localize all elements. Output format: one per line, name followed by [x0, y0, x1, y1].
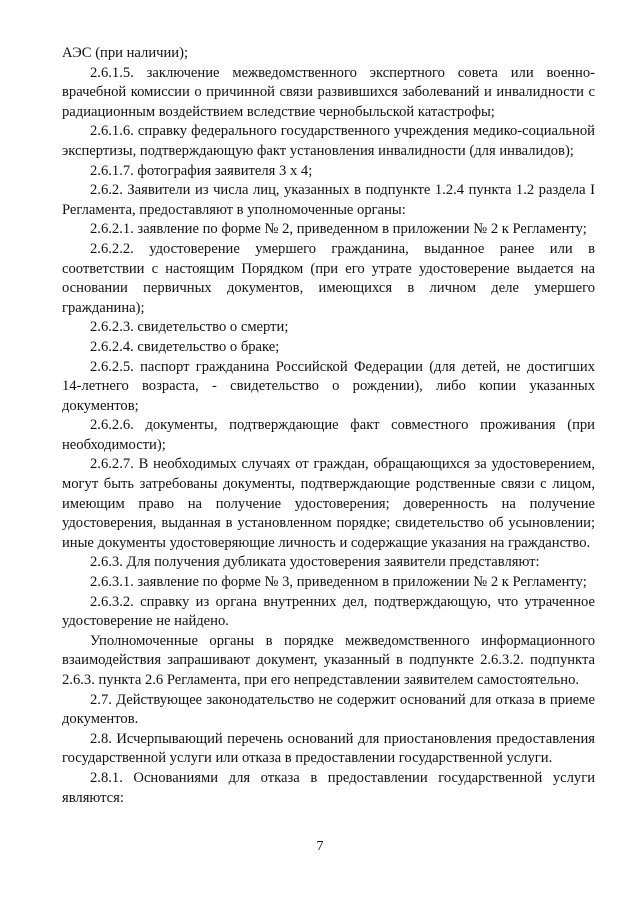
paragraph: 2.6.2.2. удостоверение умершего гражданина, выданное ранее или в соответствии с настоящим Порядком (при его утрате удостоверение выдается на основании первичных документов, имеющихся в личном деле умершего гражданина);: [62, 240, 595, 316]
page-number: 7: [316, 839, 324, 854]
paragraph: 2.6.2.6. документы, подтверждающие факт совместного проживания (при необходимости);: [62, 417, 595, 453]
paragraph: 2.6.3.1. заявление по форме № 3, приведенном в приложении № 2 к Регламенту;: [90, 574, 587, 591]
paragraph: 2.6.2.1. заявление по форме № 2, приведенном в приложении № 2 к Регламенту;: [90, 221, 587, 238]
paragraph: 2.6.1.5. заключение межведомственного экспертного совета или военно-врачебной комиссии о причинной связи развившихся заболеваний и инвалидности с радиационным воздействием вследствие чернобыльской катастрофы;: [62, 64, 595, 120]
paragraph: 2.6.2.7. В необходимых случаях от граждан, обращающихся за удостоверением, могут быть затребованы документы, подтверждающие родственные связи с лицом, имеющим право на получение удостоверения; доверенность на получение удостоверения, выданная в установленном порядке; свидетельство об усыновлении; иные документы удостоверяющие личность и содержащие указания на гражданство.: [62, 456, 595, 551]
paragraph: 2.7. Действующее законодательство не содержит оснований для отказа в приеме документов.: [62, 691, 595, 728]
paragraph: Уполномоченные органы в порядке межведомственного информационного взаимодействия запрашивают документ, указанный в подпункте 2.6.3.2. подпункта 2.6.3. пункта 2.6 Регламента, при его непредставлении заявителем самостоятельно.: [62, 632, 595, 688]
paragraph: 2.6.2.5. паспорт гражданина Российской Федерации (для детей, не достигших 14-летнего возраста, - свидетельство о рождении), либо копии указанных документов;: [62, 358, 595, 414]
paragraph: 2.8. Исчерпывающий перечень оснований для приостановления предоставления государственной услуги или отказа в предоставлении государственной услуги.: [62, 730, 595, 767]
paragraph: 2.8.1. Основаниями для отказа в предоставлении государственной услуги являются:: [62, 769, 595, 806]
document-body: [62, 44, 595, 808]
paragraph: 2.6.2.4. свидетельство о браке;: [90, 338, 280, 355]
paragraph: 2.6.2.3. свидетельство о смерти;: [90, 319, 289, 336]
paragraph: 2.6.1.6. справку федерального государственного учреждения медико-социальной экспертизы, подтверждающую факт установления инвалидности (для инвалидов);: [62, 123, 595, 159]
paragraph: 2.6.2. Заявители из числа лиц, указанных в подпункте 1.2.4 пункта 1.2 раздела I Регламента, предоставляют в уполномоченные органы:: [62, 182, 595, 218]
paragraph: 2.6.3.2. справку из органа внутренних дел, подтверждающую, что утраченное удостоверение не найдено.: [62, 593, 595, 630]
paragraph: АЭС (при наличии);: [62, 45, 188, 61]
paragraph: 2.6.1.7. фотография заявителя 3 х 4;: [90, 162, 313, 179]
paragraph: 2.6.3. Для получения дубликата удостоверения заявители представляют:: [90, 554, 540, 571]
